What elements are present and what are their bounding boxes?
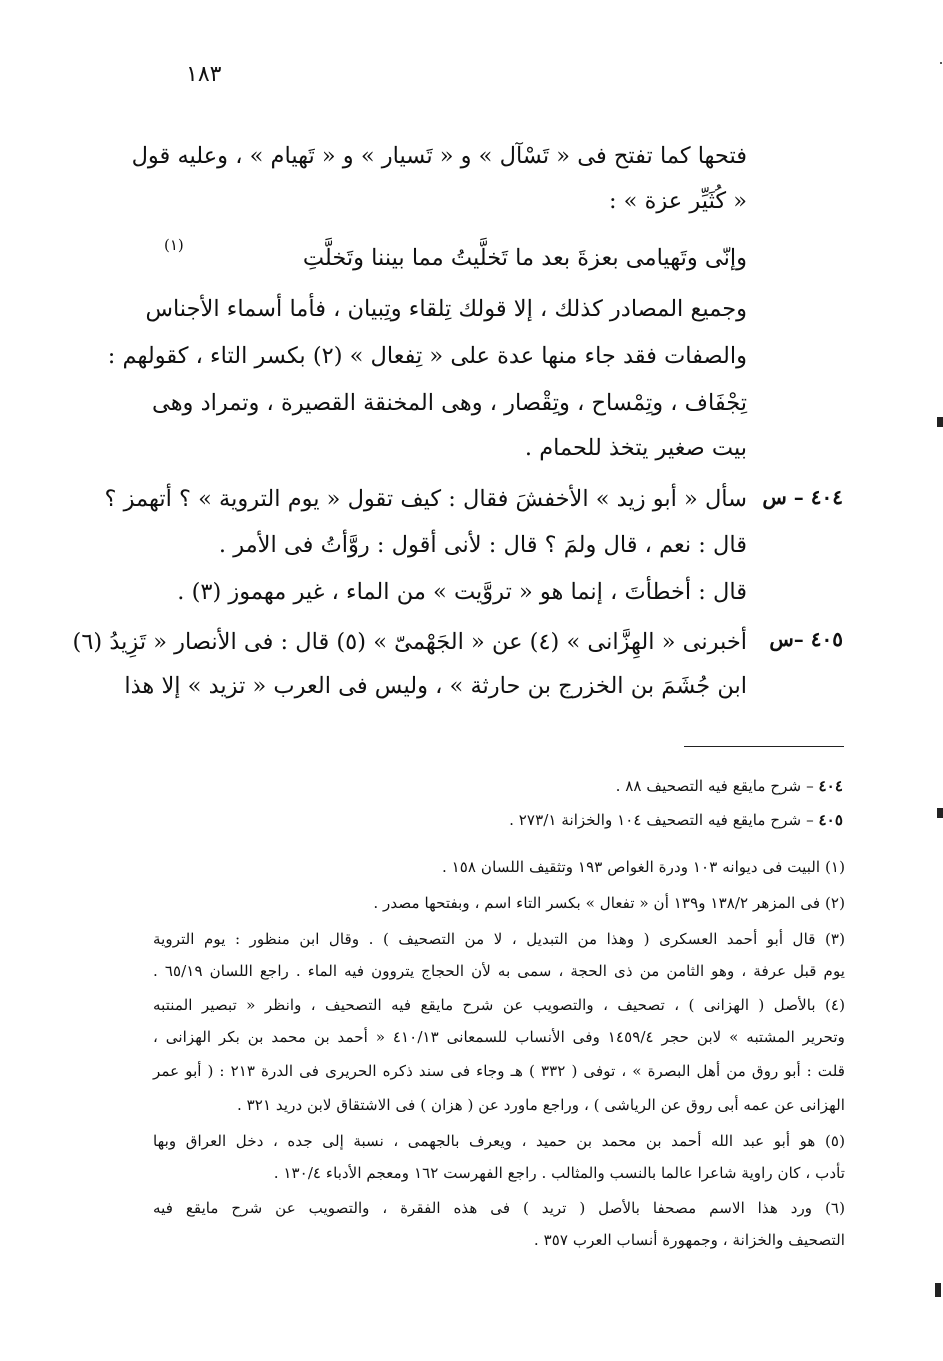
- section-405-line: أخبرنى « الهِزَّانى » (٤) عن « الجَهْمىّ » (٥) قال : فى الأنصار « تَزِيدُ (٦): [72, 629, 747, 655]
- footnote-4-line: وتحرير المشتبه » لابن حجر ١٤٥٩/٤ وفى الأنساب للسمعانى ٤١٠/١٣ « أحمد بن محمد بن بكر الهزانى ،: [153, 1028, 845, 1046]
- verse-footnote-ref: (١): [164, 236, 184, 254]
- verse-text: وإنّى وتَهيامى بعزةَ بعد ما تَخلَّيتُ مما بيننا وتَخلَّتِ: [302, 245, 747, 271]
- scan-edge-mark: [935, 1283, 941, 1297]
- body-line: فتحها كما تفتح فى « تَسْآل » و « تَسيار » و « تَهيام » ، وعليه قول: [131, 143, 747, 169]
- section-405-line: ابن جُشَمَ بن الخزرج بن حارثة » ، وليس فى العرب « تزيد » إلا هذا: [124, 673, 747, 699]
- footnote-4-line: قلت : أبو روق من أهل البصرة » ، توفى ( ٣٣٢ ) هـ وجاء فى سند ذكره الحريرى فى الدرة ٢١٣ : ( أبو عمر: [153, 1062, 845, 1080]
- body-line: وجميع المصادر كذلك ، إلا قولك تِلقاء وتِبيان ، فأما أسماء الأجناس: [145, 296, 747, 322]
- footnote-6-line: التصحيف والخزانة ، وجمهورة أنساب العرب ٣٥٧ .: [533, 1231, 845, 1249]
- footnote-1: (١) البيت فى ديوانه ١٠٣ ودرة الغواص ١٩٣ وتثقيف اللسان ١٥٨ .: [441, 858, 845, 876]
- section-note-405: [153, 805, 843, 835]
- footnote-4-line: الهزانى عن عمه أبى روق عن الرياشى ) ، وراجع ماورد عن ( هزان ) فى الاشتقاق لابن دريد ٣٢١ .: [236, 1096, 845, 1114]
- section-404-line: قال : أخطأتَ ، إنما هو « تروَّيت » من الماء ، غير مهموز (٣) .: [177, 579, 747, 605]
- footnote-separator: [684, 746, 844, 747]
- section-note-text: – شرح مايقع فيه التصحيف ١٠٤ والخزانة ٢٧٣/١ .: [509, 811, 814, 829]
- section-number-405: ٤٠٥ –س: [769, 627, 843, 651]
- footnote-2: (٢) فى المزهر ١٣٨/٢ و١٣٩ أن « تفعال » بكسر التاء اسم ، وبفتحها مصدر .: [373, 894, 845, 912]
- body-line: « كُثَيِّر عزة » :: [608, 188, 747, 214]
- body-line: بيت صغير يتخذ للحمام .: [524, 435, 747, 461]
- footnote-3-line: (٣) قال أبو أحمد العسكرى ( وهذا من التبديل ، لا من التصحيف ) . وقال ابن منظور : يوم التروية: [153, 930, 845, 948]
- section-note-text: – شرح مايقع فيه التصحيف ٨٨ .: [615, 777, 814, 795]
- body-line: والصفات فقد جاء منها عدة على « تِفعال » (٢) بكسر التاء ، كقولهم :: [107, 343, 747, 369]
- section-number-404: ٤٠٤ – س: [762, 485, 843, 509]
- scan-edge-mark: [937, 808, 943, 818]
- section-note-number: ٤٠٤: [818, 777, 843, 795]
- section-404-line: سأل « أبو زيد » الأخفشَ فقال : كيف تقول « يوم التروية » ؟ أتهمز ؟: [104, 486, 747, 512]
- scan-edge-mark: [937, 417, 943, 427]
- footnote-5-line: (٥) هو أبو عبد الله أحمد بن محمد بن حميد ، ويعرف بالجهمى ، نسبة إلى جده ، دخل العراق وبها: [153, 1132, 845, 1150]
- page-number: ١٨٣: [186, 62, 222, 87]
- footnote-3-line: يوم قبل عرفة ، وهو الثامن من ذى الحجة ، سمى به لأن الحجاج يتروون فيه الماء . راجع اللسان ٦٥/١٩ .: [153, 962, 846, 980]
- verse-line: [157, 240, 747, 276]
- body-line: تِجْفَاف ، وتِمْساح ، وتِقْصار ، وهى المخنقة القصيرة ، وتمراد وهى: [151, 390, 747, 416]
- footnote-6-line: (٦) ورد هذا الاسم مصحفا بالأصل ( تريد ) فى هذه الفقرة ، والتصويب عن شرح مايقع فيه: [153, 1199, 845, 1217]
- footnote-4-line: (٤) بالأصل ( الهزانى ) ، تصحيف ، والتصويب عن شرح مايقع فيه التصحيف ، وانظر « تبصير المنتبه: [153, 996, 845, 1014]
- footnote-5-line: تأدب ، كان راوية شاعرا عالما بالنسب والمثالب . راجع الفهرست ١٦٢ ومعجم الأدباء ١٣٠/٤ .: [273, 1164, 845, 1182]
- scan-speck: [940, 62, 942, 64]
- section-note-404: [153, 771, 843, 801]
- section-note-number: ٤٠٥: [818, 811, 843, 829]
- section-404-line: قال : نعم ، قال ولمَ ؟ قال : لأنى أقول : روَّأتُ فى الأمر .: [218, 532, 747, 558]
